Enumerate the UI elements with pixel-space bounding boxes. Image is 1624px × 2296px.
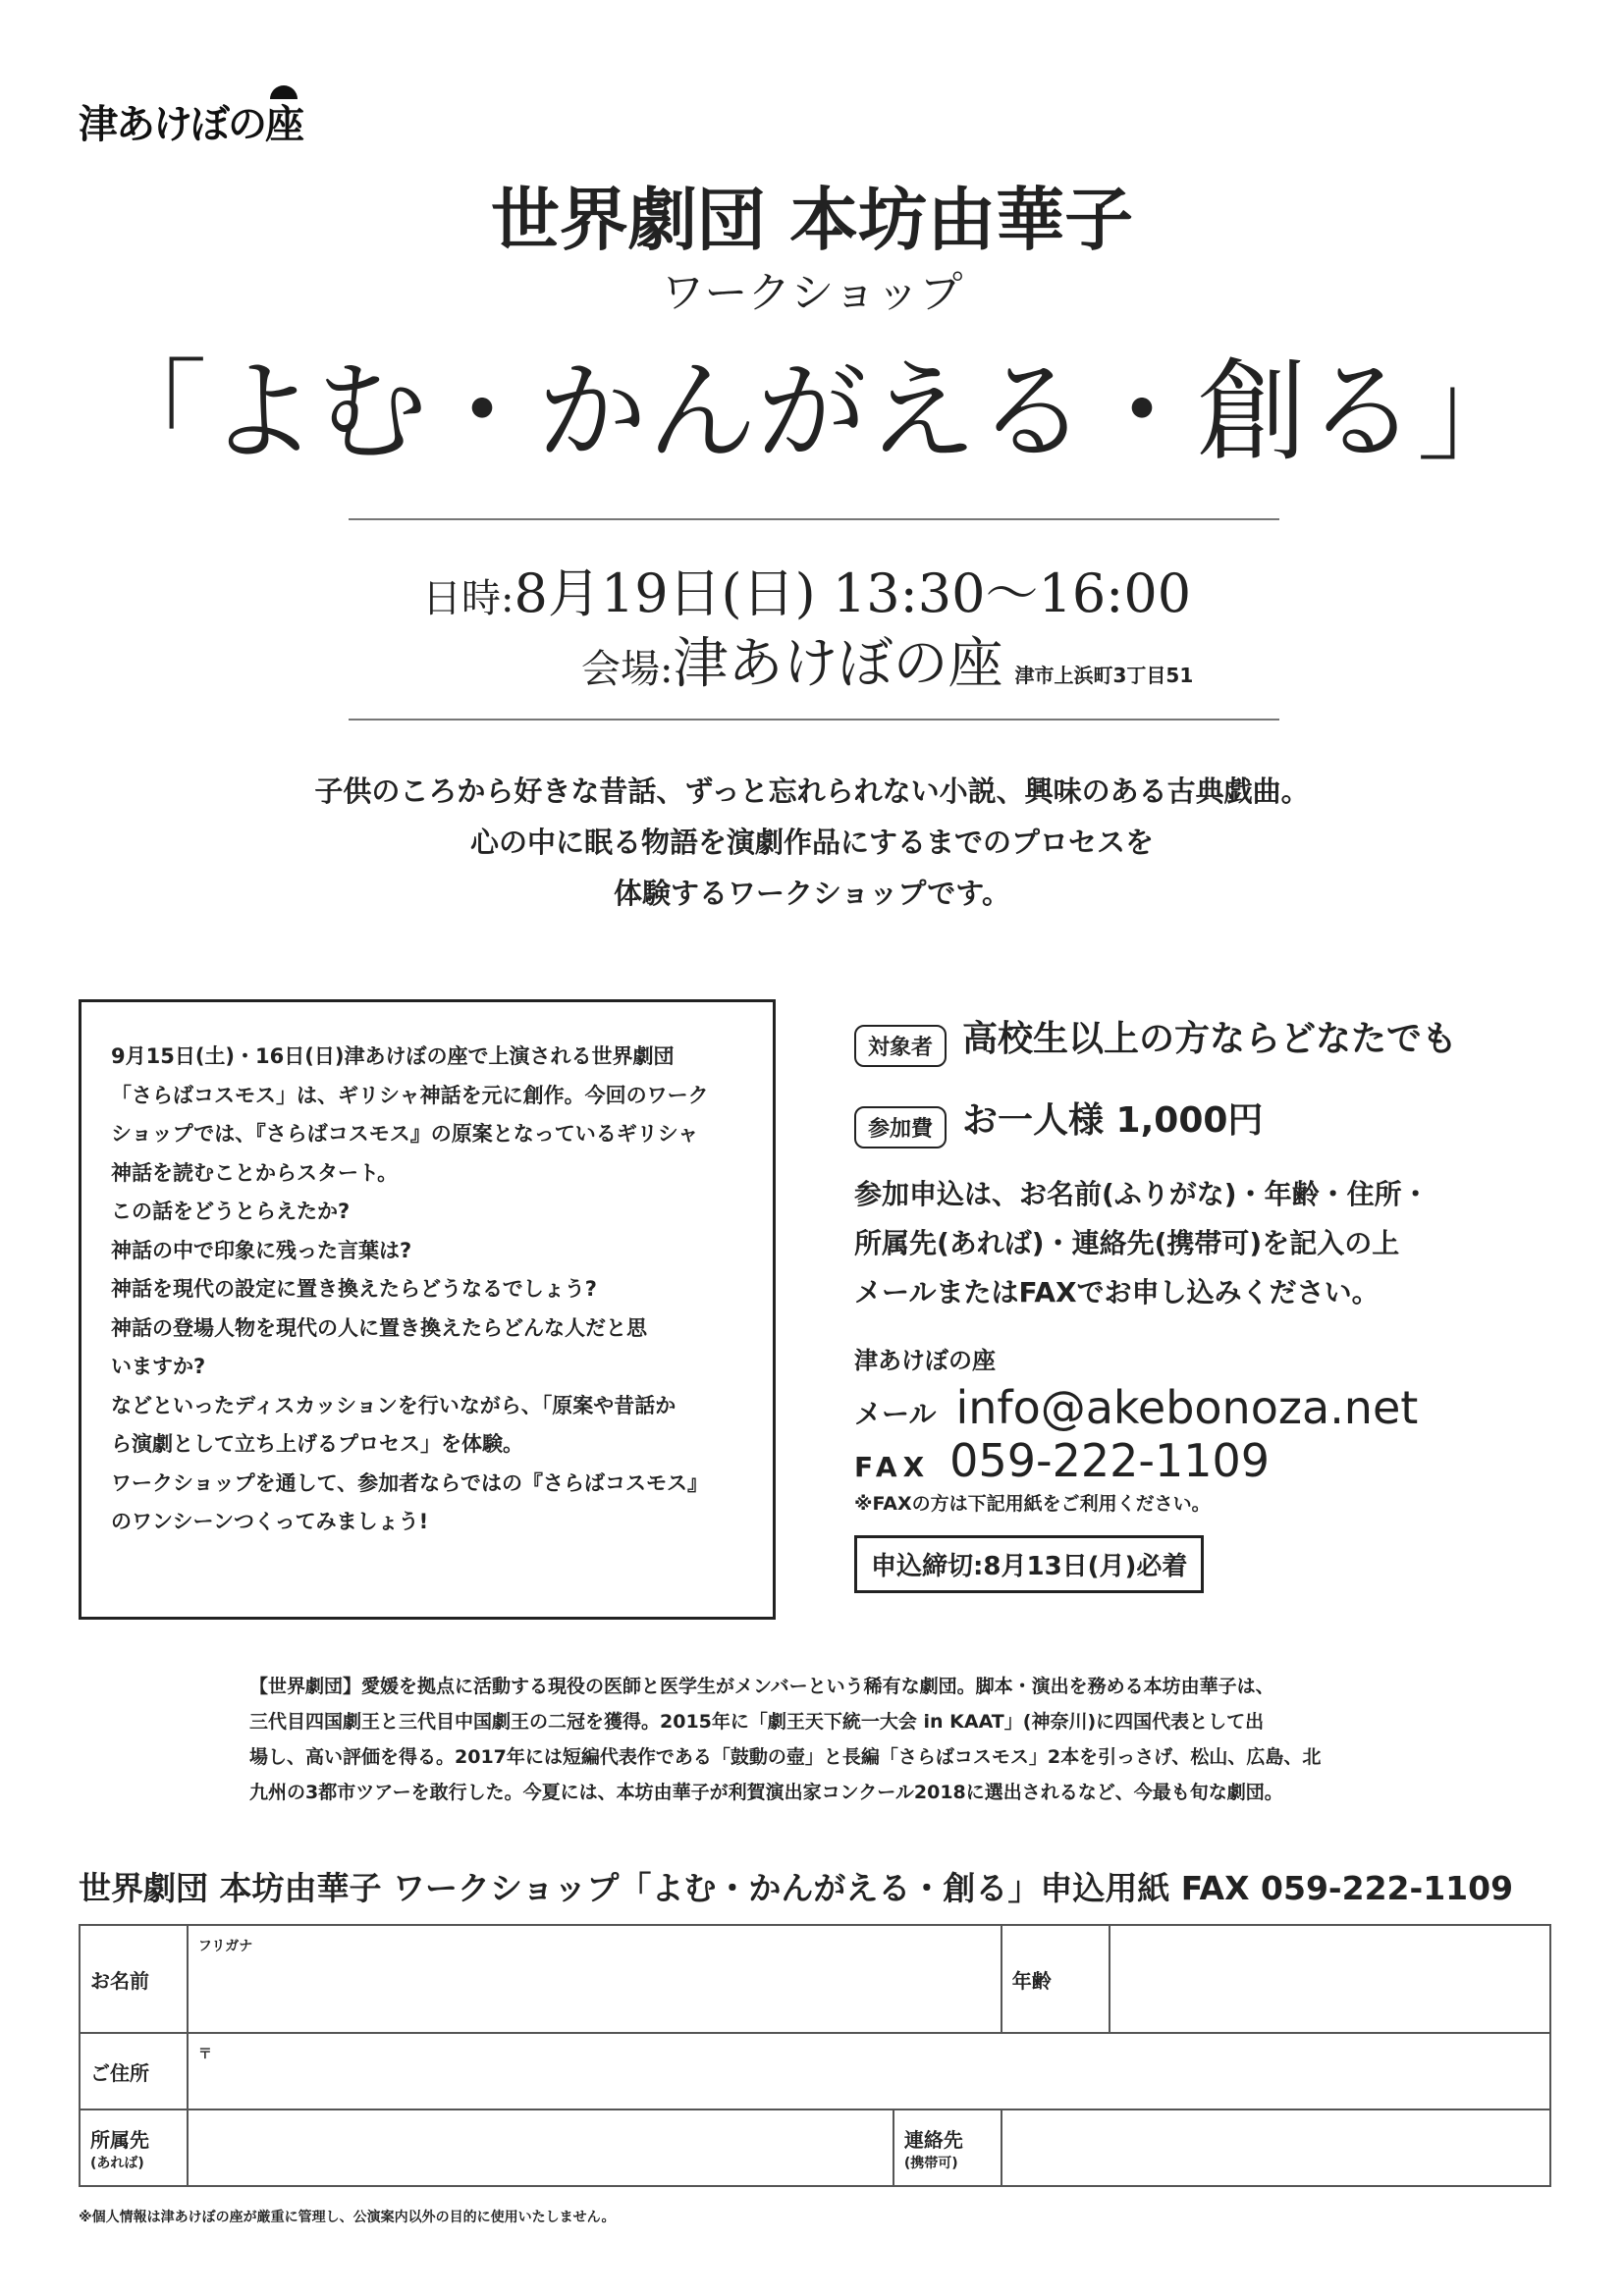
furigana-label: フリガナ [197, 1939, 253, 1954]
mail-link[interactable]: info@akebonoza.net [955, 1381, 1419, 1434]
contact-mail [854, 1381, 1542, 1434]
description-box [79, 999, 776, 1620]
postal-mark: 〒 [197, 2047, 212, 2062]
profile-line: 九州の3都市ツアーを敢行した。今夏には、本坊由華子が利賀演出家コンクール2018に選出されるなど、今最も旬な劇団。 [249, 1782, 1283, 1803]
contact-sub: (携帯可) [903, 2155, 958, 2171]
description-line: いますか? [111, 1355, 206, 1378]
affiliation-label [80, 2109, 188, 2186]
name-field[interactable] [188, 1925, 1001, 2033]
apply-line: 所属先(あれば)・連絡先(携帯可)を記入の上 [854, 1227, 1400, 1259]
privacy-note: ※個人情報は津あけぼの座が厳重に管理し、公演案内以外の目的に使用いたしません。 [79, 2210, 616, 2225]
venue-logo [79, 93, 302, 149]
info-panel [854, 1011, 1542, 1593]
address-field[interactable] [188, 2033, 1550, 2109]
title-main: 「よむ・かんがえる・創る」 [97, 348, 1527, 476]
description-line: ワークショップを通して、参加者ならではの『さらばコスモス』 [111, 1470, 708, 1495]
contact-org: 津あけぼの座 [854, 1347, 996, 1374]
age-label: 年齢 [1001, 1925, 1110, 2033]
profile-line: 三代目四国劇王と三代目中国劇王の二冠を獲得。2015年に「劇王天下統一大会 in KAAT」(神奈川)に四国代表として出 [249, 1711, 1265, 1733]
contact-label-text: 連絡先 [903, 2127, 963, 2152]
fax-number: 059-222-1109 [949, 1434, 1271, 1487]
logo-text: 津あけぼの座 [79, 102, 302, 147]
description-line: ショップでは、『さらばコスモス』の原案となっているギリシャ [111, 1122, 699, 1146]
description-line: のワンシーンつくってみましょう! [111, 1510, 429, 1533]
description-line: 神話を読むことからスタート。 [111, 1160, 399, 1185]
apply-instructions [854, 1170, 1542, 1317]
fax-note: ※FAXの方は下記用紙をご利用ください。 [854, 1493, 1211, 1515]
event-date [422, 552, 1191, 627]
fee-badge: 参加費 [854, 1106, 947, 1148]
address-label: ご住所 [80, 2033, 188, 2109]
divider-top [349, 518, 1279, 520]
eligibility-value: 高校生以上の方ならどなたでも [962, 1019, 1458, 1059]
title-line2: ワークショップ [661, 268, 963, 318]
profile-line: 【世界劇団】愛媛を拠点に活動する現役の医師と医学生がメンバーという稀有な劇団。脚本・演出を務める本坊由華子は、 [249, 1676, 1274, 1697]
application-form [79, 1924, 1551, 2187]
description-line: 神話を現代の設定に置き換えたらどうなるでしょう? [111, 1277, 597, 1301]
description-line: などといったディスカッションを行いながら、「原案や昔話か [111, 1393, 677, 1417]
sun-icon [270, 85, 298, 99]
date-value: 8月19日(日) 13:30〜16:00 [514, 562, 1192, 624]
intro-line: 体験するワークショップです。 [614, 877, 1010, 910]
intro-text [0, 766, 1624, 919]
apply-line: 参加申込は、お名前(ふりがな)・年齢・住所・ [854, 1178, 1430, 1210]
contact-fax [854, 1434, 1542, 1487]
venue-value: 津あけぼの座 [673, 632, 1003, 696]
title-line1: 世界劇団 本坊由華子 [490, 179, 1134, 260]
company-profile [249, 1669, 1388, 1810]
venue-label: 会場: [581, 647, 674, 692]
description-line: 神話の登場人物を現代の人に置き換えたらどんな人だと思 [111, 1315, 647, 1340]
name-label: お名前 [80, 1925, 188, 2033]
apply-line: メールまたはFAXでお申し込みください。 [854, 1276, 1380, 1308]
contact-field[interactable] [1001, 2109, 1550, 2186]
affiliation-field[interactable] [188, 2109, 893, 2186]
description-line: 9月15日(土)・16日(日)津あけぼの座で上演される世界劇団 [111, 1044, 675, 1068]
fee-value: お一人様 1,000円 [962, 1100, 1264, 1141]
age-field[interactable] [1110, 1925, 1550, 2033]
profile-line: 場し、高い評価を得る。2017年には短編代表作である「鼓動の壺」と長編「さらばコスモス」2本を引っさげ、松山、広島、北 [249, 1746, 1322, 1768]
divider-bottom [349, 719, 1279, 721]
form-title: 世界劇団 本坊由華子 ワークショップ「よむ・かんがえる・創る」申込用紙 FAX 059-222-1109 [79, 1869, 1514, 1907]
intro-line: 心の中に眠る物語を演劇作品にするまでのプロセスを [469, 826, 1154, 859]
date-label: 日時: [422, 576, 514, 621]
contact-label [893, 2109, 1001, 2186]
affiliation-sub: (あれば) [90, 2155, 144, 2171]
intro-line: 子供のころから好きな昔話、ずっと忘れられない小説、興味のある古典戯曲。 [314, 774, 1310, 808]
venue-address: 津市上浜町3丁目51 [1014, 664, 1194, 687]
deadline-badge: 申込締切:8月13日(月)必着 [854, 1535, 1204, 1593]
description-line: この話をどうとらえたか? [111, 1200, 351, 1223]
eligibility-badge: 対象者 [854, 1025, 947, 1067]
mail-label: メール [854, 1398, 937, 1430]
event-venue [581, 620, 1193, 699]
affiliation-label-text: 所属先 [90, 2127, 149, 2152]
description-line: 「さらばコスモス」は、ギリシャ神話を元に創作。今回のワーク [111, 1083, 709, 1107]
description-line: 神話の中で印象に残った言葉は? [111, 1238, 412, 1262]
description-line: ら演劇として立ち上げるプロセス」を体験。 [111, 1432, 523, 1456]
fax-label: FAX [854, 1451, 931, 1483]
